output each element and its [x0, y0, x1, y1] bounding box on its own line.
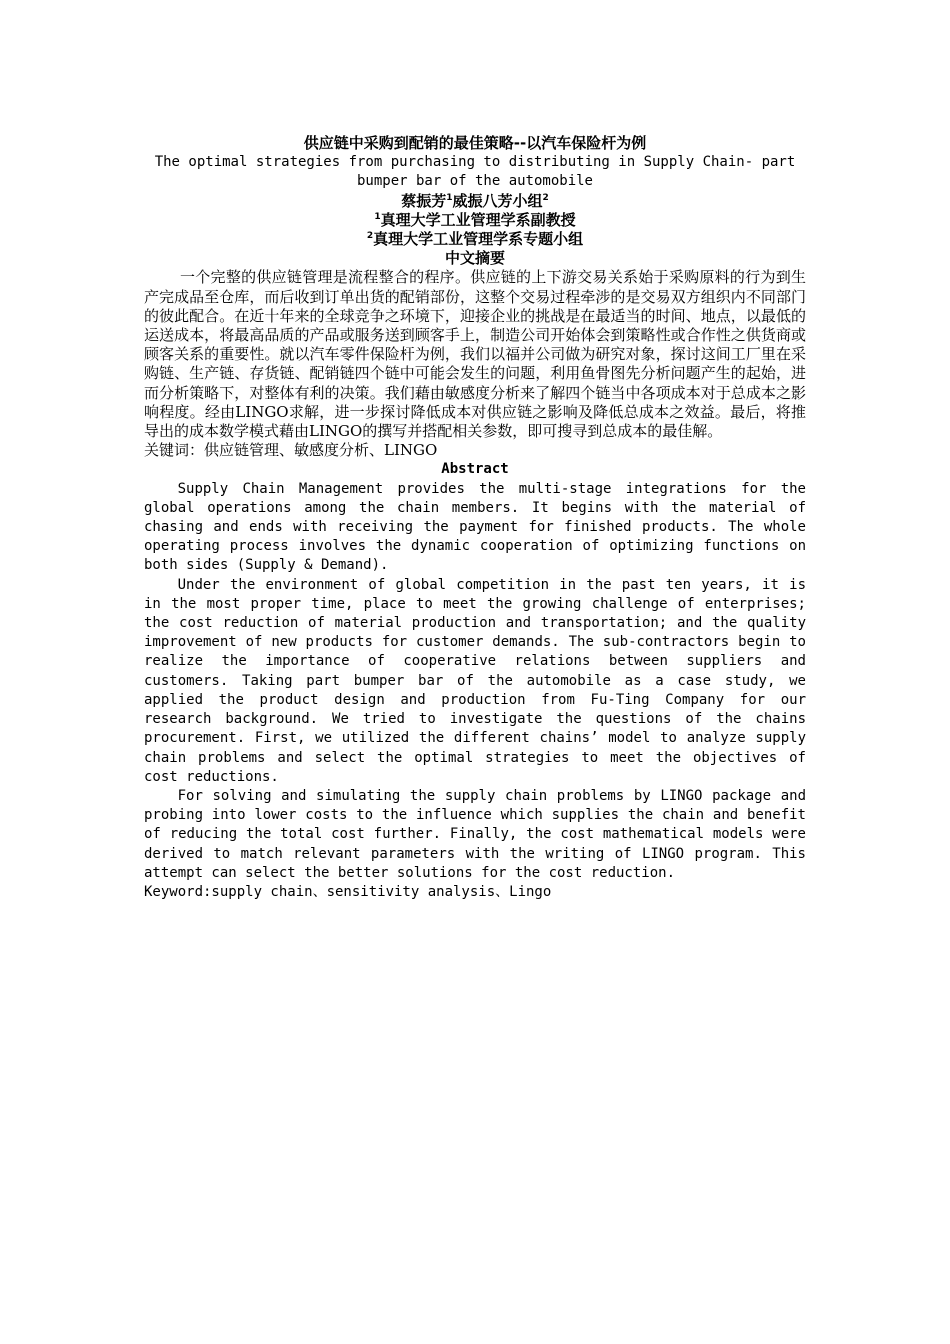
affiliation-1-text: 真理大学工业管理学系副教授 [380, 210, 576, 229]
keywords-zh: 关键词：供应链管理、敏感度分析、LINGO [144, 441, 438, 460]
paper-title-en: The optimal strategies from purchasing to distributing in Supply Chain- part bumper bar of the automobile [154, 154, 796, 190]
abstract-zh-body: 一个完整的供应链管理是流程整合的程序。供应链的上下游交易关系始于采购原料的行为到生产完成品至仓库，而后收到订单出货的配销部份，这整个交易过程牵涉的是交易双方组织内不同部门的彼此配合。在近十年来的全球竞争之环境下，迎接企业的挑战是在最适当的时间、地点，以最低的运送成本，将最高品质的产品或服务送到顾客手上，制造公司开始体会到策略性或合作性之供货商或顾客关系的重要性。就以汽车零件保险杆为例，我们以福并公司做为研究对象，探讨这间工厂里在采购链、生产链、存货链、配销链四个链中可能会发生的问题，利用鱼骨图先分析问题产生的起始，进而分析策略下，对整体有利的决策。我们藉由敏感度分析来了解四个链当中各项成本对于总成本之影响程度。经由LINGO求解，进一步探讨降低成本对供应链之影响及降低总成本之效益。最后，将推导出的成本数学模式藉由LINGO的撰写并搭配相关参数，即可搜寻到总成本的最佳解。 [144, 268, 806, 441]
abstract-zh-heading: 中文摘要 [444, 249, 505, 268]
author-1-superscript: 1 [446, 192, 453, 203]
affiliation-2-superscript: 2 [366, 231, 374, 242]
affiliation-2 [144, 230, 806, 249]
abstract-en-paragraph-1: Supply Chain Management provides the multi-stage integrations for the global operations among the chain members. It begins with the material of chasing and ends with receiving the payment for finished products. The whole operating process involves the dynamic cooperation of optimizing functions on both sides (Supply & Demand). [144, 480, 806, 574]
paper-page [144, 134, 806, 902]
abstract-en-heading: Abstract [441, 461, 509, 478]
abstract-en-paragraph-3: For solving and simulating the supply chain problems by LINGO package and probing into lower costs to the influence which supplies the chain and benefit of reducing the total cost further. Finally, the cost mathematical models were derived to match relevant parameters with the writing of LINGO program. This attempt can select the better solutions for the cost reduction. [144, 787, 806, 881]
author-line [144, 192, 806, 211]
affiliation-2-text: 真理大学工业管理学系专题小组 [373, 230, 584, 249]
author-1: 蔡振芳 [401, 191, 447, 210]
paper-title-zh: 供应链中采购到配销的最佳策略--以汽车保险杆为例 [303, 134, 647, 152]
author-2-superscript: 2 [542, 192, 549, 203]
affiliation-1-superscript: 1 [374, 211, 381, 222]
abstract-en-paragraph-2: Under the environment of global competition in the past ten years, it is in the most proper time, place to meet the growing challenge of enterprises; the cost reduction of material production and transportation; and the quality improvement of new products for customer demands. The sub-contractors begin to realize the importance of cooperative relations between suppliers and customers. Taking part bumper bar of the automobile as a case study, we applied the product design and production from Fu-Ting Company for our research background. We tried to investigate the questions of the chains procurement. First, we utilized the different chains’ model to analyze supply chain problems and select the optimal strategies to meet the objectives of cost reductions. [144, 576, 806, 785]
author-2: 威振八芳小组 [452, 191, 543, 210]
keywords-en: Keyword:supply chain、sensitivity analysis、Lingo [144, 883, 552, 900]
affiliation-1 [144, 211, 806, 230]
